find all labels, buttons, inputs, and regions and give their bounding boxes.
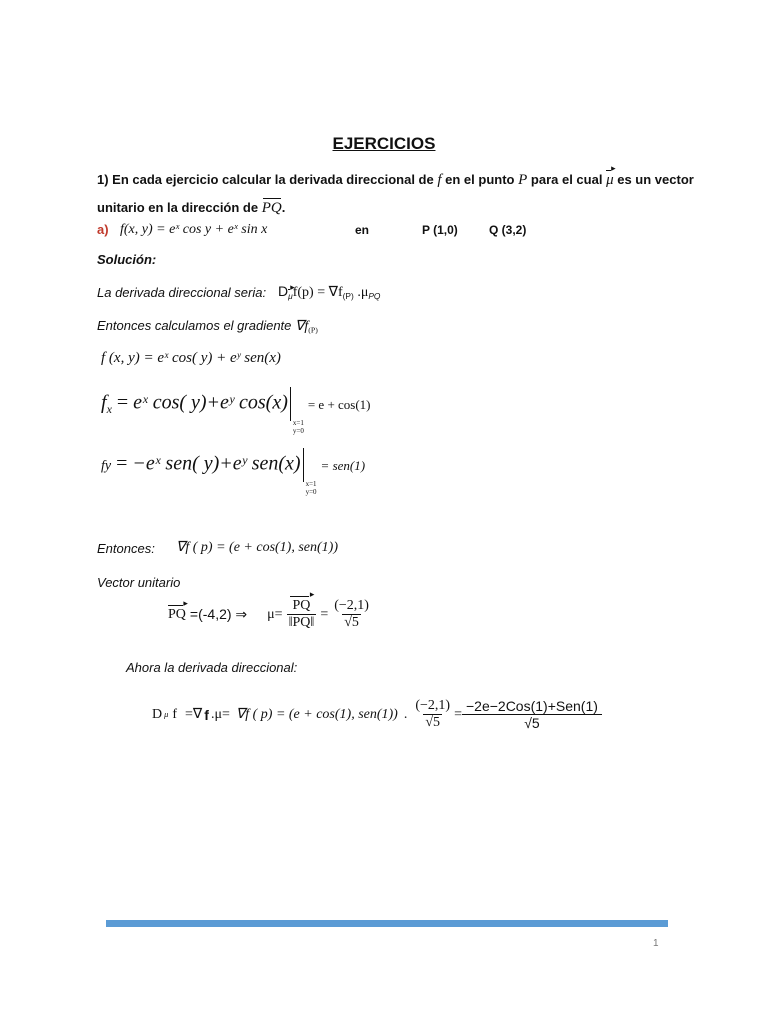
deriv-def-formula: Dμ ▸f(p) = $\nabla f_{(P)}$ $.\mu_{PQ}$ [278, 283, 380, 301]
deriv-def-text: La derivada direccional seria: [97, 285, 267, 300]
function-line: f (x, y) = eˣ cos( y) + eʸ sen(x) [101, 350, 281, 366]
eval-bar [303, 448, 304, 482]
entonces-formula: ∇f ( p) = (e + cos(1), sen(1)) [176, 540, 338, 555]
fx-line: $f_x$ = eˣ cos( y)+eʸ cos(x) x=1 y=0 = e + cos(1) [101, 387, 371, 427]
page-title: EJERCICIOS [332, 134, 436, 153]
problem-line-2: unitario en la dirección de PQ. [97, 200, 286, 216]
part-a-en: en [355, 223, 370, 237]
part-a-label: a) [97, 222, 109, 237]
fy-line: fy = −eˣ sen( y)+eʸ sen(x) x=1 y=0 = sen(1) [101, 448, 365, 488]
unit-fraction-1: $\frac{PQ ▸}{‖PQ‖}$ [287, 598, 317, 631]
final-fraction-2: $\frac{\text{−2e−2Cos(1)+Sen(1)}}{√5}$ [464, 698, 600, 731]
part-a-function: f(x, y) = eˣ cos y + eˣ sin x [120, 222, 268, 237]
problem-line-1: 1) En cada ejercicio calcular la derivada direccional de f en el punto P para el cual μ ▸ es un vector [97, 172, 694, 189]
point-q: Q (3,2) [489, 223, 527, 237]
entonces-label: Entonces: [97, 541, 155, 556]
part-a-line [97, 222, 109, 237]
vector-unitario-label: Vector unitario [97, 575, 181, 590]
point-p: P (1,0) [422, 223, 458, 237]
final-fraction-1: $\frac{(-2,1)}{√5}$ [415, 698, 451, 730]
solution-label: Solución: [97, 252, 157, 267]
footer-bar [106, 920, 668, 927]
eval-bar [290, 387, 291, 421]
ahora-label: Ahora la derivada direccional: [126, 660, 298, 675]
final-formula: D μ f =∇ f .μ= ∇f ( p) = (e + cos(1), sen(1)) . $\frac{(-2,1)}{√5}$ = $\frac{\text{−2e−2Cos(1)+Sen(1)}}{√5}$ [152, 698, 600, 731]
unit-fraction-2: $\frac{(-2,1)}{√5}$ [334, 598, 369, 630]
page-number: 1 [653, 938, 659, 949]
gradient-line: Entonces calculamos el gradiente $\nabla f_{(P)}$ [97, 318, 318, 335]
unit-vector-formula: PQ ▸ =(-4,2) ⇒ μ= $\frac{PQ ▸}{‖PQ‖}$ = $\frac{(-2,1)}{√5}$ [168, 598, 371, 631]
